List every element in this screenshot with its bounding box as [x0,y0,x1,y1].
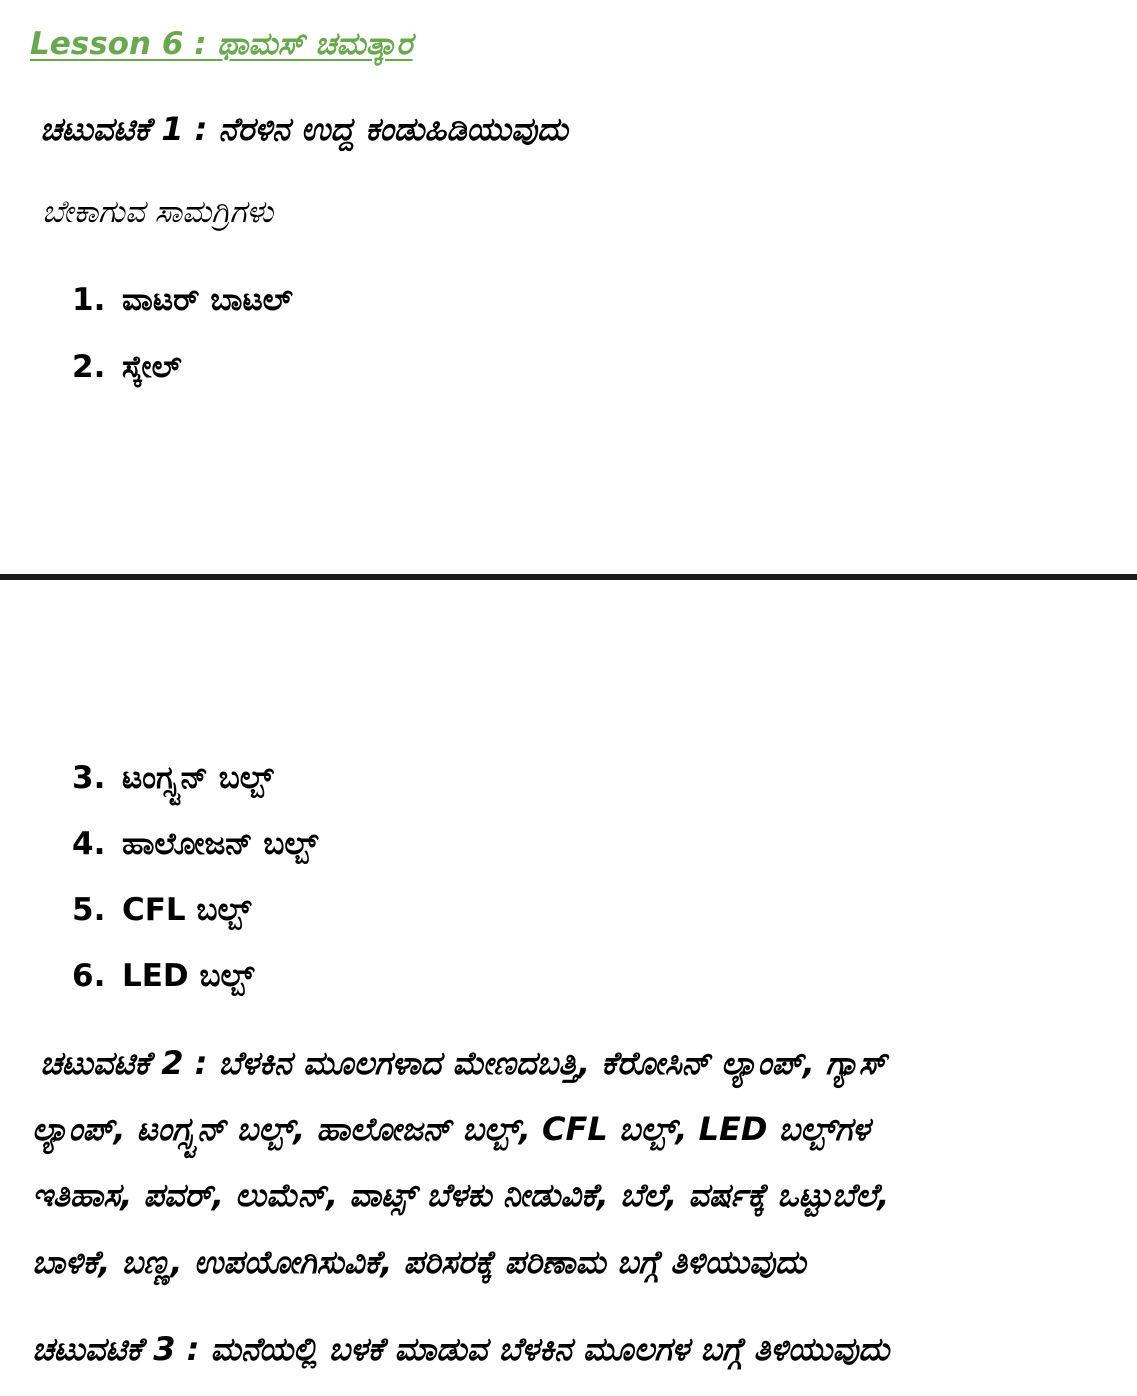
page-divider [0,574,1137,580]
list-item-number: 3. [72,760,106,796]
list-item [72,826,318,863]
activity2-line-1: ಚಟುವಟಿಕೆ 2 : ಬೆಳಕಿನ ಮೂಲಗಳಾದ ಮೇಣದಬತ್ತಿ, ಕೆರೋಸಿನ್ ಲ್ಯಾಂಪ್, ಗ್ಯಾಸ್ [40,1044,887,1082]
list-item [72,760,273,797]
activity2-line-2: ಲ್ಯಾಂಪ್, ಟಂಗ್ಸ್ಟನ್ ಬಲ್ಬ್, ಹಾಲೋಜನ್ ಬಲ್ಬ್, CFL ಬಲ್ಬ್, LED ಬಲ್ಬ್‌ಗಳ [32,1110,870,1148]
activity2-line-4: ಬಾಳಿಕೆ, ಬಣ್ಣ, ಉಪಯೋಗಿಸುವಿಕೆ, ಪರಿಸರಕ್ಕೆ ಪರಿಣಾಮ ಬಗ್ಗೆ ತಿಳಿಯುವುದು [32,1243,806,1281]
list-item-text: ಹಾಲೋಜನ್ ಬಲ್ಬ್ [122,826,319,862]
activity3-heading: ಚಟುವಟಿಕೆ 3 : ಮನೆಯಲ್ಲಿ ಬಳಕೆ ಮಾಡುವ ಬೆಳಕಿನ ಮೂಲಗಳ ಬಗ್ಗೆ ತಿಳಿಯುವುದು [32,1330,890,1368]
list-item-number: 4. [72,826,106,862]
materials-label: ಬೇಕಾಗುವ ಸಾಮಗ್ರಿಗಳು [42,194,274,230]
list-item-number: 2. [72,349,106,385]
list-item [72,958,254,995]
lesson-title: Lesson 6 : ಥಾಮಸ್ ಚಮತ್ಕಾರ [30,26,413,62]
list-item-text: ವಾಟರ್ ಬಾಟಲ್ [122,282,293,318]
activity2-line-3: ಇತಿಹಾಸ, ಪವರ್, ಲುಮೆನ್, ವಾಟ್ಸ್ ಬೆಳಕು ನೀಡುವಿಕೆ, ಬೆಲೆ, ವರ್ಷಕ್ಕೆ ಒಟ್ಟುಬೆಲೆ, [32,1176,890,1214]
list-item-number: 5. [72,892,106,928]
list-item-text: ಸ್ಕೇಲ್ [122,349,182,385]
list-item-number: 6. [72,958,106,994]
list-item [72,892,251,929]
list-item-text: CFL ಬಲ್ಬ್ [122,892,252,928]
list-item-text: ಟಂಗ್ಸ್ಟನ್ ಬಲ್ಬ್ [122,760,274,796]
list-item-text: LED ಬಲ್ಬ್ [122,958,255,994]
list-item [72,349,182,386]
activity1-heading: ಚಟುವಟಿಕೆ 1 : ನೆರಳಿನ ಉದ್ದ ಕಂಡುಹಿಡಿಯುವುದು [40,110,568,148]
list-item [72,282,293,319]
list-item-number: 1. [72,282,106,318]
